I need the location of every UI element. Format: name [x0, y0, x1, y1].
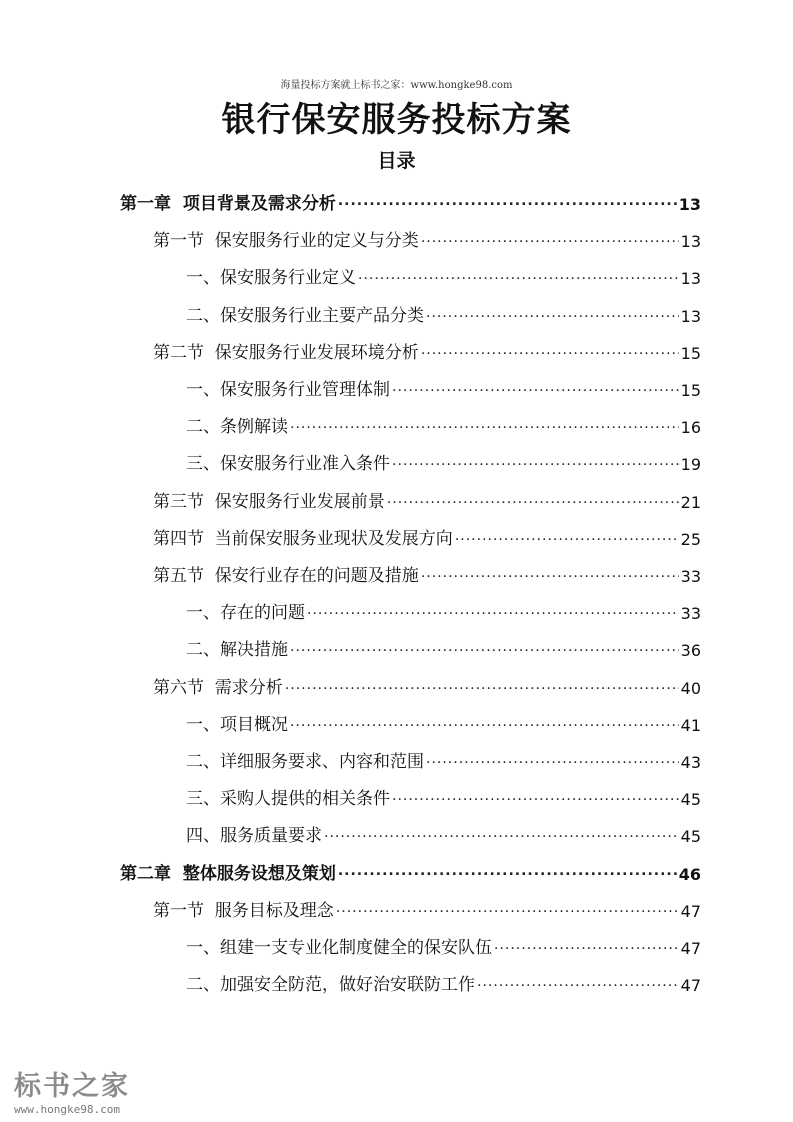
toc-entry-label: 第二章 整体服务设想及策划: [120, 863, 336, 884]
toc-leader-dots: [387, 494, 679, 508]
toc-leader-dots: [290, 717, 679, 731]
toc-entry-label: 第一节 保安服务行业的定义与分类: [153, 231, 419, 252]
toc-leader-dots: [421, 345, 679, 359]
watermark-title: 标书之家: [14, 1071, 130, 1102]
toc-entry-label: 二、保安服务行业主要产品分类: [186, 305, 424, 326]
toc-leader-dots: [307, 605, 679, 619]
toc-entry[interactable]: [186, 705, 701, 735]
toc-entry-label: 二、详细服务要求、内容和范围: [186, 752, 424, 772]
toc-leader-dots: [494, 940, 679, 954]
toc-entry[interactable]: [186, 370, 701, 400]
toc-entry[interactable]: [186, 593, 701, 623]
toc-entry-page: 15: [680, 343, 701, 363]
toc-entry[interactable]: [153, 221, 701, 251]
toc-entry-label: 一、保安服务行业管理体制: [186, 380, 390, 400]
toc-entry-label: 四、服务质量要求: [186, 826, 322, 847]
toc-entry-label: 二、条例解读: [186, 417, 288, 438]
toc-entry-label: 第一章 项目背景及需求分析: [120, 194, 336, 214]
toc-entry[interactable]: [153, 556, 701, 586]
toc-leader-dots: [421, 568, 679, 582]
toc-leader-dots: [285, 680, 679, 694]
toc-leader-dots: [336, 903, 679, 917]
toc-entry-page: 47: [680, 901, 701, 921]
toc-entry-label: 二、解决措施: [186, 640, 288, 661]
toc-entry[interactable]: [153, 333, 701, 363]
watermark-url: www.hongke98.com: [14, 1103, 120, 1116]
toc-entry[interactable]: [186, 258, 701, 288]
toc-entry-label: 第四节 当前保安服务业现状及发展方向: [153, 528, 453, 549]
toc-entry-label: 一、项目概况: [186, 714, 288, 735]
document-title: 银行保安服务投标方案: [221, 100, 572, 140]
toc-leader-dots: [392, 791, 679, 805]
toc-entry[interactable]: [186, 630, 701, 660]
toc-entry-page: 19: [680, 455, 701, 475]
toc-entry-label: 二、加强安全防范，做好治安联防工作: [186, 975, 475, 996]
toc-entry-label: 第二节 保安服务行业发展环境分析: [153, 342, 419, 363]
toc-entry[interactable]: [186, 779, 701, 809]
watermark-logo: [14, 1064, 184, 1116]
toc-leader-dots: [392, 382, 679, 396]
toc-entry-page: 45: [680, 790, 701, 810]
toc-entry-label: 一、组建一支专业化制度健全的保安队伍: [186, 938, 492, 958]
toc-leader-dots: [392, 456, 679, 470]
toc-entry[interactable]: [186, 444, 701, 474]
toc-leader-dots: [477, 977, 679, 991]
toc-entry[interactable]: [186, 965, 701, 995]
toc-entry[interactable]: [120, 184, 701, 214]
toc-leader-dots: [426, 308, 679, 322]
toc-leader-dots: [338, 866, 677, 880]
toc-entry-page: 46: [678, 864, 701, 884]
toc-entry-label: 一、保安服务行业定义: [186, 268, 356, 289]
toc-entry[interactable]: [153, 668, 701, 698]
toc-entry-page: 33: [680, 567, 701, 586]
toc-entry-page: 40: [680, 678, 701, 698]
toc-entry[interactable]: [186, 407, 701, 437]
toc-leader-dots: [338, 196, 677, 210]
toc-entry-page: 43: [680, 753, 701, 772]
toc-leader-dots: [455, 531, 679, 545]
toc-entry-page: 45: [680, 827, 701, 847]
toc-leader-dots: [358, 270, 679, 284]
toc-leader-dots: [426, 754, 679, 768]
toc-entry-page: 15: [680, 381, 701, 400]
toc-entry-page: 13: [680, 306, 701, 326]
toc-leader-dots: [290, 642, 679, 656]
toc-entry-page: 13: [680, 269, 701, 289]
toc-entry-page: 47: [680, 939, 701, 958]
toc-entry[interactable]: [186, 742, 701, 772]
toc-entry-label: 一、存在的问题: [186, 603, 305, 624]
toc-entry-label: 第六节 需求分析: [153, 677, 283, 698]
toc-leader-dots: [421, 233, 679, 247]
toc-entry-page: 36: [680, 641, 701, 661]
toc-entry[interactable]: [186, 928, 701, 958]
toc-leader-dots: [290, 419, 679, 433]
toc-entry[interactable]: [120, 854, 701, 884]
toc-entry-page: 33: [680, 604, 701, 624]
toc-entry-page: 21: [680, 492, 701, 512]
toc-entry-page: 41: [680, 715, 701, 735]
toc-entry-page: 16: [680, 418, 701, 438]
toc-entry[interactable]: [153, 482, 701, 512]
toc-heading: 目录: [377, 150, 416, 172]
toc-entry-label: 三、采购人提供的相关条件: [186, 789, 390, 810]
toc-entry-label: 第三节 保安服务行业发展前景: [153, 491, 385, 512]
toc-entry-page: 13: [680, 232, 701, 252]
toc-entry[interactable]: [153, 519, 701, 549]
header-note: 海量投标方案就上标书之家：www.hongke98.com: [280, 80, 513, 91]
toc-entry-page: 13: [678, 195, 701, 214]
toc-entry[interactable]: [153, 891, 701, 921]
toc-entry-page: 25: [680, 529, 701, 549]
toc-entry[interactable]: [186, 816, 701, 846]
toc-entry-label: 三、保安服务行业准入条件: [186, 454, 390, 475]
toc-leader-dots: [324, 828, 679, 842]
toc-entry-page: 47: [680, 976, 701, 996]
toc-entry-label: 第五节 保安行业存在的问题及措施: [153, 566, 419, 586]
toc-entry-label: 第一节 服务目标及理念: [153, 900, 334, 921]
toc-entry[interactable]: [186, 296, 701, 326]
